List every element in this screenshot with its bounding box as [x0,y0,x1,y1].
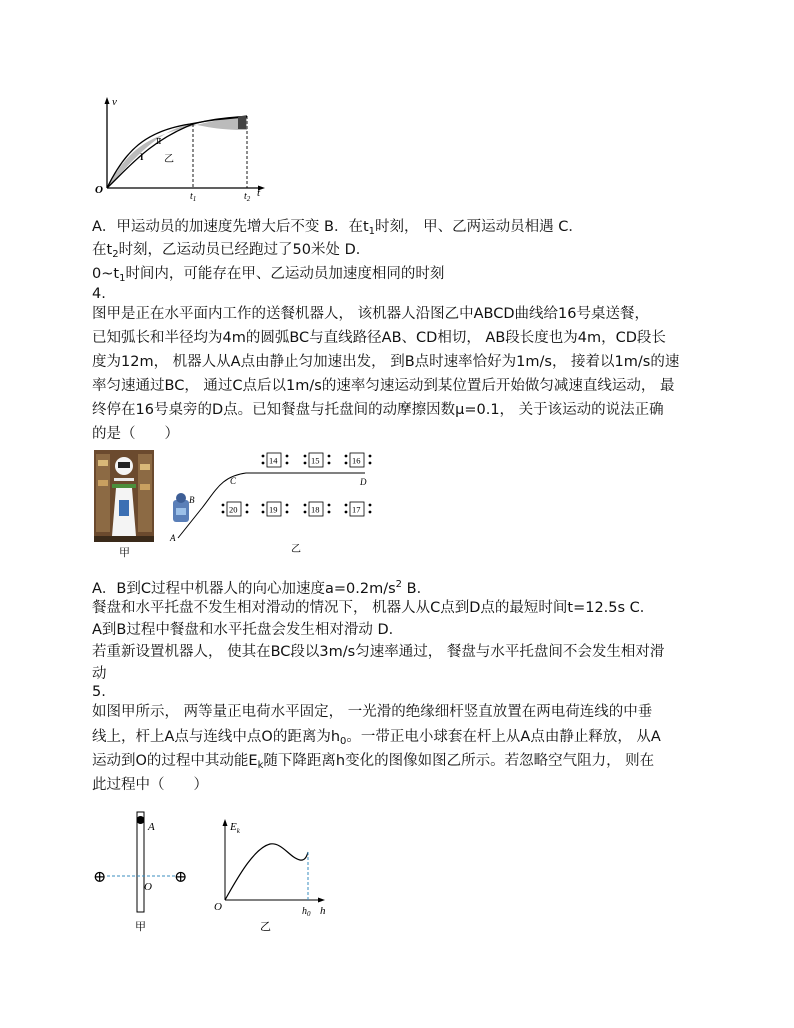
h-axis-label: h [320,905,326,917]
q3-options-line3: $0\sim t_1$时间内，可能存在甲、乙运动员加速度相同的时刻 [92,266,445,284]
fig4-jia-caption: 甲 [119,546,130,559]
q4-option-line: A到B过程中餐盘和水平托盘会发生相对滑动 D． [92,622,404,638]
point-A-label: A [148,821,155,833]
q4-stem-line: 图甲是正在水平面内工作的送餐机器人， 该机器人沿图乙中ABCD曲线给16号桌送餐， [92,306,649,322]
origin-label: O [214,901,222,913]
t-axis-label: t [257,187,261,199]
q5-number: 5. [92,684,106,700]
table-number-box [345,502,372,516]
charges-rod-diagram [88,806,198,936]
q5-stem-line4: 此过程中（ ） [92,777,208,793]
q4-option-line: 动 [92,666,107,682]
ek-h-graph [210,818,340,936]
q4-stem-line: 率匀速通过BC， 通过C点后以1m/s的速率匀速运动到某位置后开始做匀减速直线运动， 最 [92,378,675,394]
table-number-box [345,453,372,467]
v-label: v [112,96,117,108]
robot-photo [94,450,154,542]
fig5-jia-caption: 甲 [135,921,146,933]
q3-options-line1: A．甲运动员的加速度先增大后不变 B．在$t_1$时刻， 甲、乙两运动员相遇 C． [92,219,583,237]
origin-label: O [95,184,103,196]
table-number-box [222,502,249,516]
t2-label: $t_2$ [244,191,251,202]
ek-axis-label: $E_k$ [230,821,240,835]
region-I-label: I [140,152,144,162]
q4-option-A: A．B到C过程中机器人的向心加速度$a=0.2m/s^2$ B． [92,579,432,597]
q4-option-line: 餐盘和水平托盘不发生相对滑动的情况下， 机器人从C点到D点的最短时间t=12.5s C． [92,600,655,616]
point-C-label: C [230,476,237,486]
table-number-box [262,453,289,467]
table-number-box [304,453,331,467]
table-number: 17 [352,504,361,515]
h0-label: $h_0$ [302,906,311,918]
q4-number: 4. [92,286,106,302]
q4-stem-line: 度为12m， 机器人从A点由静止匀加速出发， 到B点时速率恰好为1m/s， 接着以1m/s的速 [92,354,680,370]
q5-stem-line1: 如图甲所示， 两等量正电荷水平固定， 一光滑的绝缘细杆竖直放置在两电荷连线的中垂 [92,704,653,720]
q4-stem-line: 终停在16号桌旁的D点。已知餐盘与托盘间的动摩擦因数μ=0.1， 关于该运动的说法正确 [92,402,664,418]
fig5-yi-caption: 乙 [260,921,271,933]
fig4-yi-caption: 乙 [291,544,301,555]
point-O-label: O [144,881,152,893]
table-number: 18 [311,504,320,515]
vt-graph [90,96,280,202]
point-B-label: B [189,495,195,505]
robot-path-diagram [160,448,382,558]
charge-right: ⊕ [174,869,188,886]
table-number-box [304,502,331,516]
q4-option-line: 若重新设置机器人， 使其在BC段以3m/s匀速率通过， 餐盘与水平托盘间不会发生相对滑 [92,644,665,660]
q3-options-line2: 在$t_2$时刻，乙运动员已经跑过了50米处 D． [92,242,371,260]
table-number: 19 [269,504,278,515]
region-II-label: Ⅱ [156,137,162,146]
table-number: 16 [352,455,361,466]
q5-stem-line3: 运动到O的过程中其动能$E_k$随下降距离h变化的图像如图乙所示。若忽略空气阻力， 则在 [92,753,655,771]
table-number: 15 [311,455,320,466]
t1-label: $t_1$ [190,191,197,202]
point-D-label: D [360,477,367,487]
q5-stem-line2: 线上，杆上A点与连线中点O的距离为$h_0$。一带正电小球套在杆上从A点由静止释放， 从A [92,729,661,747]
q4-stem-line: 的是（ ） [92,426,179,442]
table-number-box [262,502,289,516]
curve-yi-label: 乙 [164,154,174,165]
table-number: 14 [269,455,278,466]
point-A-label: A [170,533,176,543]
q4-stem-line: 已知弧长和半径均为4m的圆弧BC与直线路径AB、CD相切， AB段长度也为4m，CD段长 [92,330,666,346]
table-number: 20 [229,504,238,515]
charge-left: ⊕ [93,869,107,886]
